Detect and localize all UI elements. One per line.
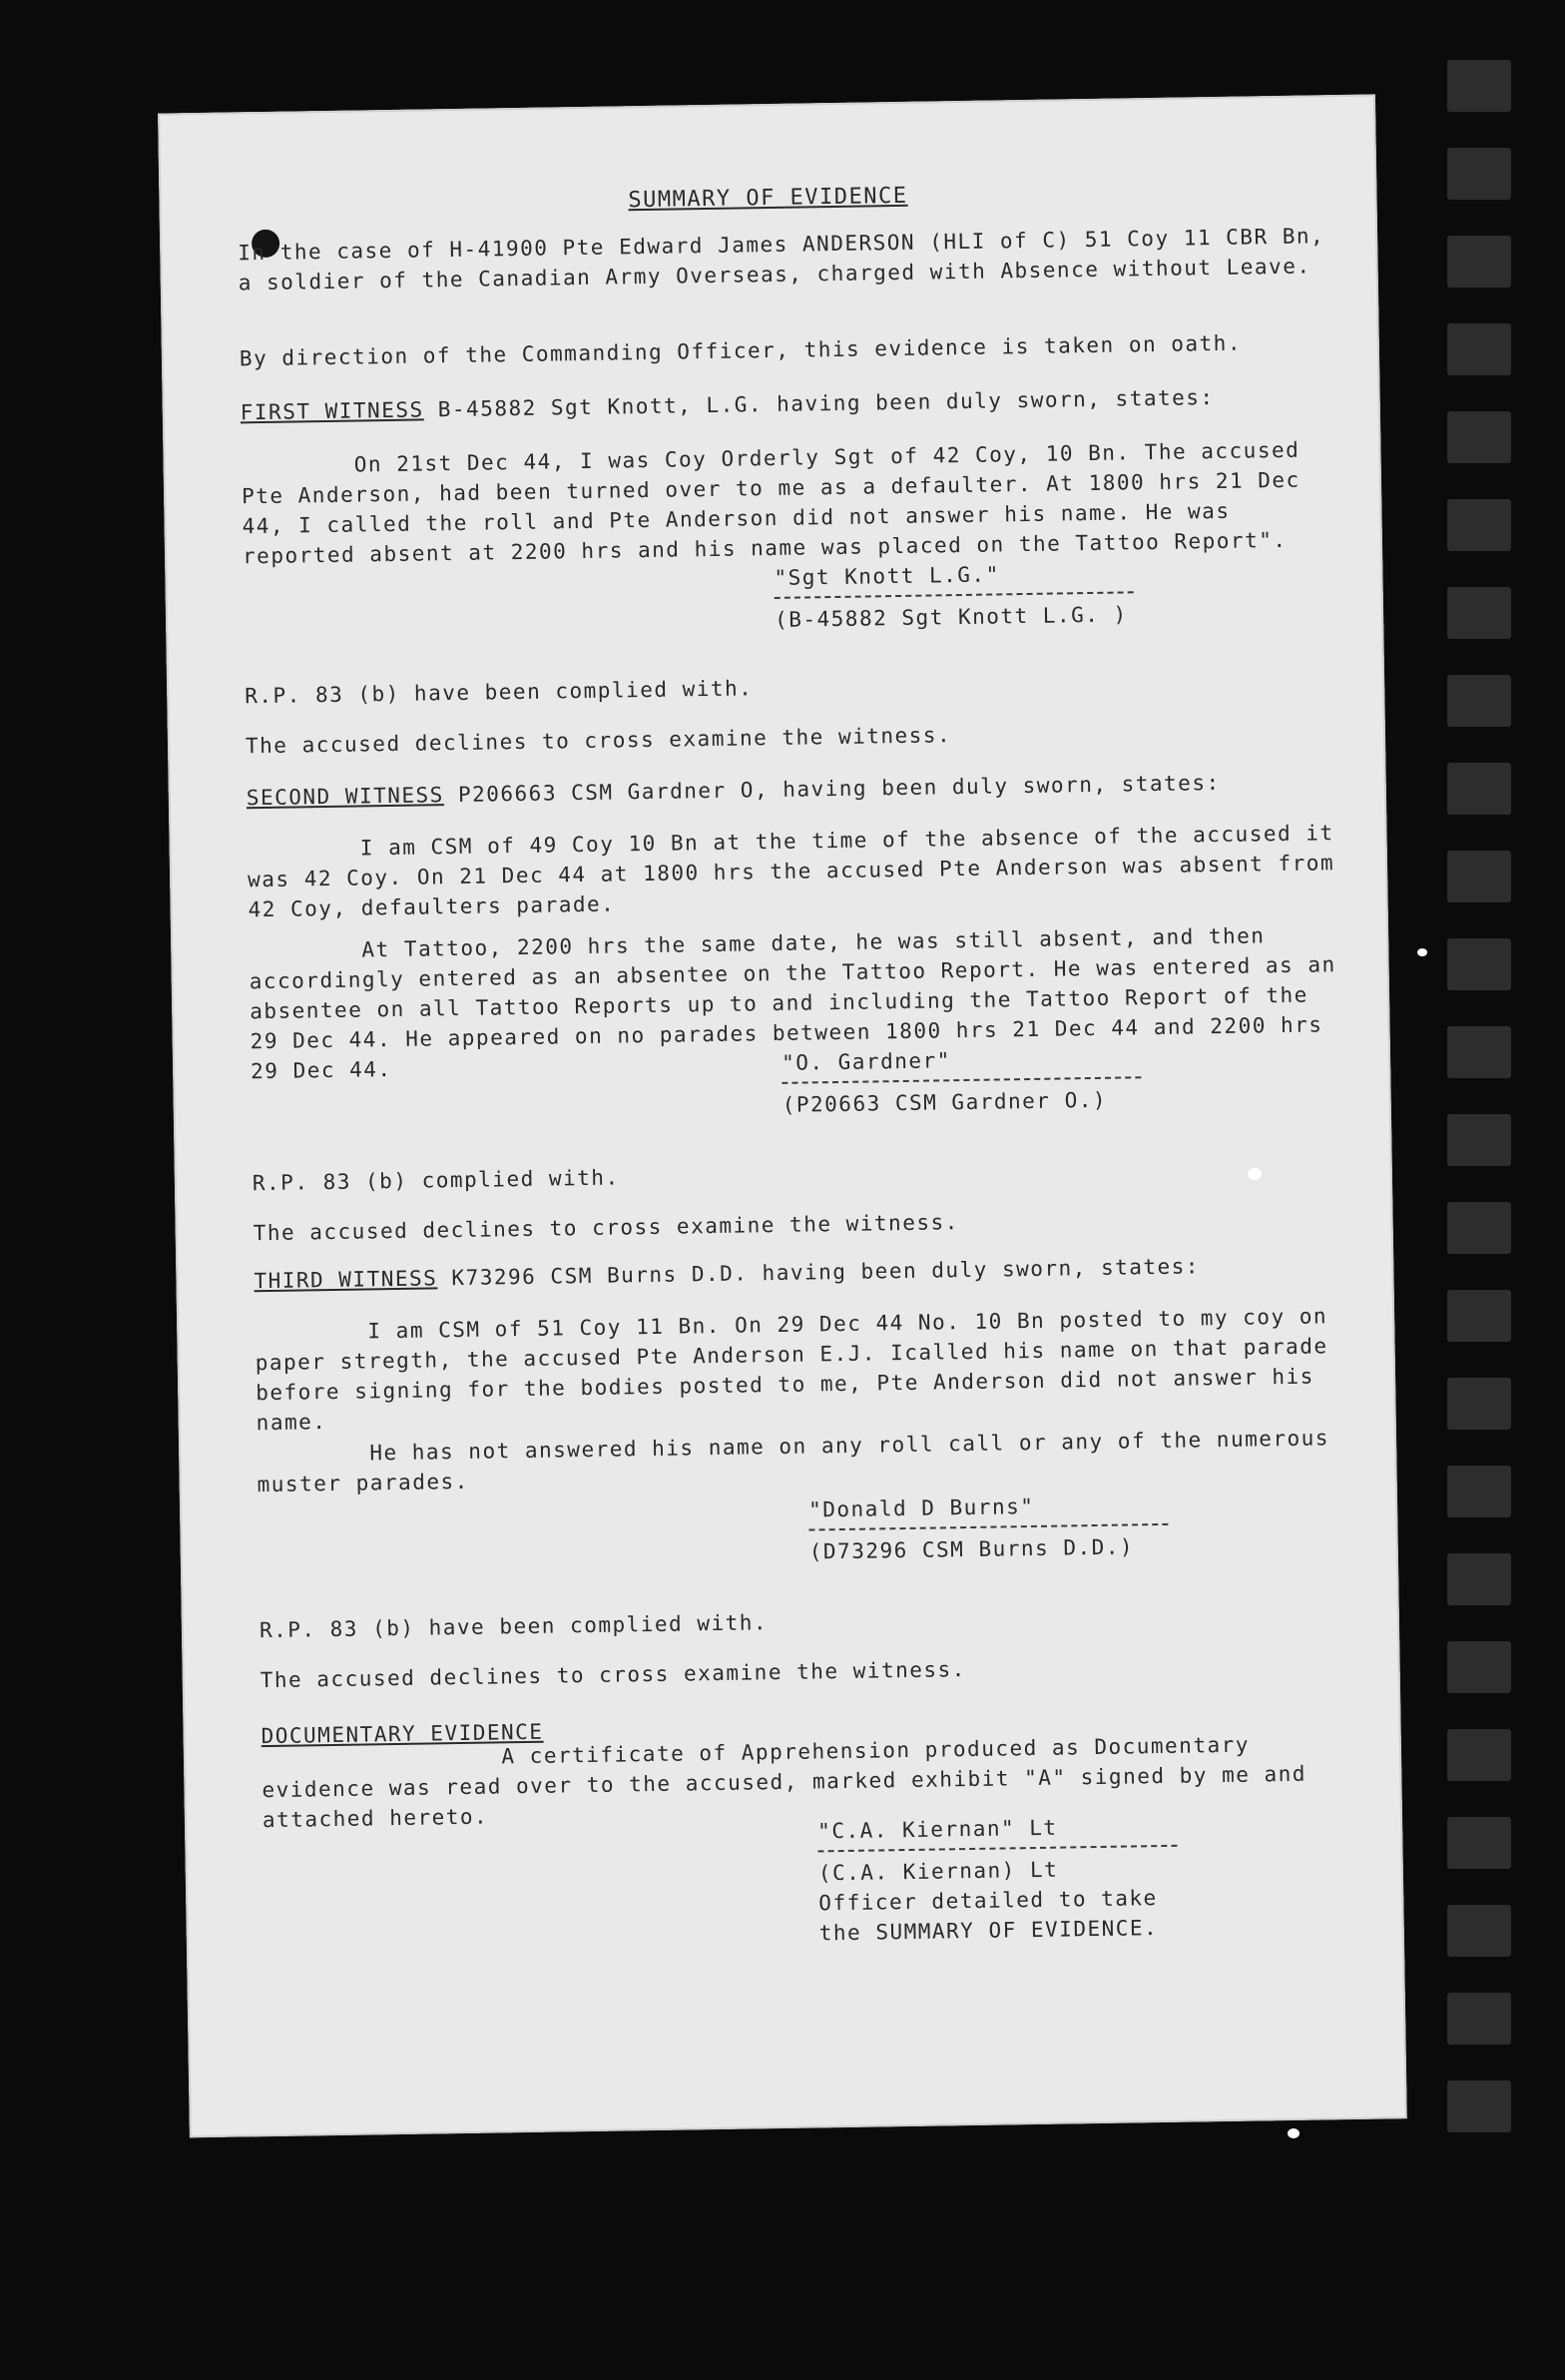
document-title: SUMMARY OF EVIDENCE	[628, 183, 908, 214]
signature-name: (D73296 CSM Burns D.D.)	[808, 1534, 1135, 1564]
film-perforation	[1447, 938, 1511, 990]
film-perforation	[1447, 851, 1511, 902]
second-witness-intro: P206663 CSM Gardner O, having been duly sworn, states:	[443, 770, 1221, 808]
film-perforation	[1447, 1905, 1511, 1957]
signature-text: "Sgt Knott L.G."	[774, 562, 1000, 590]
signature-name: (C.A. Kiernan) Lt	[817, 1857, 1059, 1886]
first-witness-statement: On 21st Dec 44, I was Coy Orderly Sgt of 42 Coy, 10 Bn. The accused Pte Anderson, had been turned over to me as a defaulter. At 1800 hrs 21 Dec 44, I called the roll and Pte Anderson did not answer his name. He was reported absent at 2200 hrs and his name was placed on the Tattoo Report".	[241, 437, 1315, 569]
third-witness-statement-2: He has not answered his name on any roll call or any of the numerous muster parades.	[257, 1426, 1344, 1497]
signature-name: (P20663 CSM Gardner O.)	[782, 1087, 1108, 1117]
second-witness-heading	[247, 766, 1346, 813]
signature-line	[808, 1523, 1168, 1531]
third-witness-heading	[254, 1249, 1353, 1296]
film-perforation	[1447, 1290, 1511, 1342]
film-perforation	[1447, 236, 1511, 288]
film-perforation	[1447, 587, 1511, 639]
film-perforation	[1447, 1466, 1511, 1517]
first-witness-heading	[241, 380, 1340, 427]
declines-cross-exam-1: The accused declines to cross examine the witness.	[245, 723, 952, 759]
third-witness-signature	[808, 1489, 1169, 1567]
second-witness-signature	[782, 1042, 1142, 1120]
signature-name: (B-45882 Sgt Knott L.G. )	[774, 602, 1128, 632]
film-perforation	[1447, 1114, 1511, 1166]
declines-cross-exam-2: The accused declines to cross examine the witness.	[253, 1210, 959, 1246]
signature-text: "O. Gardner"	[781, 1048, 951, 1075]
direction-line: By direction of the Commanding Officer, this evidence is taken on oath.	[239, 330, 1243, 371]
third-witness-intro: K73296 CSM Burns D.D. having been duly sworn, states:	[437, 1254, 1201, 1291]
documentary-evidence-label: DOCUMENTARY EVIDENCE	[261, 1719, 544, 1749]
film-perforation	[1447, 148, 1511, 200]
film-perforation	[1447, 1202, 1511, 1254]
film-perforation	[1447, 675, 1511, 727]
film-perforation	[1447, 1993, 1511, 2045]
rp-compliance-1: R.P. 83 (b) have been complied with.	[245, 676, 754, 709]
first-witness-label: FIRST WITNESS	[240, 397, 424, 425]
intro-paragraph: In the case of H-41900 Pte Edward James ANDERSON (HLI of C) 51 Coy 11 CBR Bn, a soldier of the Canadian Army Overseas, charged with Absence without Leave.	[238, 224, 1339, 296]
officer-signature	[817, 1811, 1179, 1949]
film-perforation	[1447, 1817, 1511, 1869]
signature-text: "C.A. Kiernan" Lt	[816, 1815, 1058, 1844]
second-witness-statement-1: I am CSM of 49 Coy 10 Bn at the time of the absence of the accused it was 42 Coy. On 21 Dec 44 at 1800 hrs the accused Pte Anderson was absent from 42 Coy, defaulters parade.	[247, 820, 1349, 922]
second-witness-statement-2: At Tattoo, 2200 hrs the same date, he was still absent, and then accordingly entered as an absentee on the Tattoo Report. He was entered as an absentee on all Tattoo Reports up to and including the Tattoo Report of the 29 Dec 44. He appeared on no parades between 1800 hrs 21 Dec 44 and 2200 hrs 29 Dec 44.	[249, 923, 1350, 1084]
signature-line	[782, 1076, 1141, 1084]
declines-cross-exam-3: The accused declines to cross examine the witness.	[260, 1657, 966, 1693]
signature-text: "Donald D Burns"	[807, 1493, 1035, 1522]
third-witness-statement-1: I am CSM of 51 Coy 11 Bn. On 29 Dec 44 No. 10 Bn posted to my coy on paper stregth, the accused Pte Anderson E.J. Icalled his name on that parade before signing for the bodies posted to me, Pte Anderson did not answer his name.	[255, 1304, 1342, 1436]
documentary-evidence-statement: A certificate of Apprehension produced as Documentary evidence was read over to the accused, marked exhibit "A" signed by me and attached hereto.	[261, 1732, 1321, 1833]
first-witness-signature	[774, 557, 1134, 635]
film-perforation	[1447, 499, 1511, 551]
signature-role-line-2: the SUMMARY OF EVIDENCE.	[818, 1916, 1159, 1946]
film-perforation	[1447, 2081, 1511, 2132]
second-witness-label: SECOND WITNESS	[246, 783, 445, 811]
film-perforation	[1447, 763, 1511, 815]
signature-line	[817, 1845, 1177, 1853]
film-perforation	[1447, 1026, 1511, 1078]
rp-compliance-3: R.P. 83 (b) have been complied with.	[259, 1610, 769, 1643]
film-perforation	[1447, 1641, 1511, 1693]
third-witness-label: THIRD WITNESS	[254, 1266, 438, 1294]
film-perforation	[1447, 1378, 1511, 1430]
signature-role-line-1: Officer detailed to take	[818, 1886, 1158, 1916]
first-witness-intro: B-45882 Sgt Knott, L.G. having been duly sworn, states:	[423, 384, 1215, 422]
film-speck	[1417, 948, 1427, 956]
film-perforation	[1447, 1553, 1511, 1605]
film-speck	[1248, 1168, 1262, 1180]
film-perforation	[1447, 1729, 1511, 1781]
film-perforation	[1447, 411, 1511, 463]
signature-line	[775, 591, 1134, 599]
film-speck	[1288, 2128, 1300, 2138]
film-strip	[1447, 60, 1537, 2156]
rp-compliance-2: R.P. 83 (b) complied with.	[252, 1165, 620, 1196]
document-page	[158, 94, 1407, 2137]
film-perforation	[1447, 323, 1511, 375]
film-perforation	[1447, 60, 1511, 112]
